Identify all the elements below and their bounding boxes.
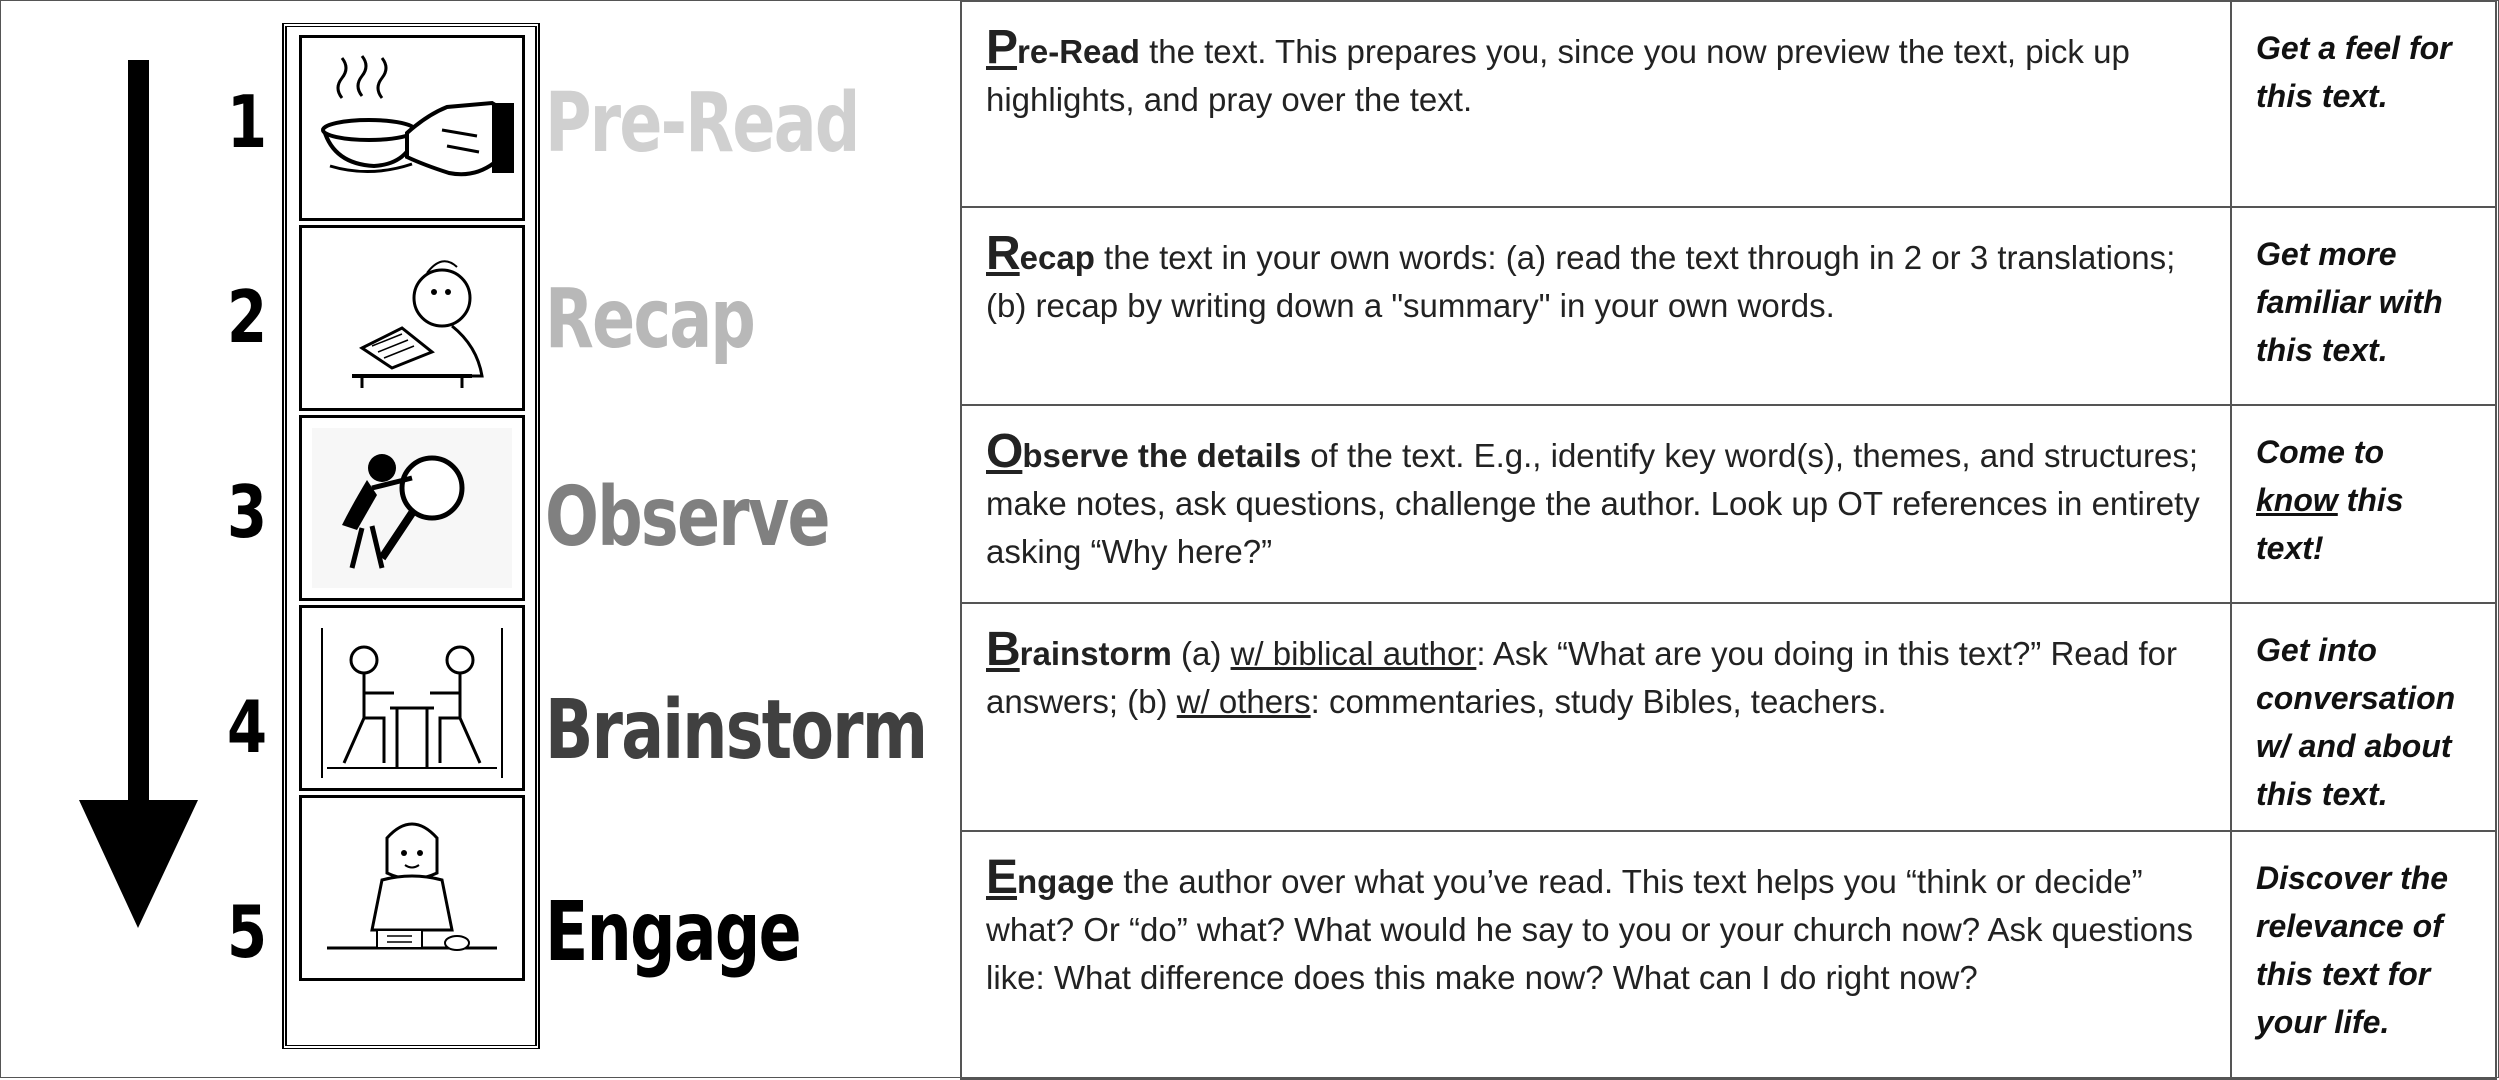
table-row — [961, 405, 2496, 603]
step-goal — [2231, 1, 2496, 207]
step-keyword-rest: ecap — [1019, 239, 1095, 276]
step-goal — [2231, 831, 2496, 1079]
step-number: 4 — [227, 685, 268, 769]
step-number: 2 — [227, 275, 268, 359]
down-arrow-icon — [76, 60, 201, 930]
table-row — [961, 1, 2496, 207]
step-number: 1 — [227, 80, 268, 164]
step-label: Pre-Read — [545, 76, 859, 171]
coffee-cup-icon — [302, 38, 522, 218]
step-initial: R — [986, 227, 1020, 280]
step-keyword — [986, 227, 1095, 280]
step-keyword-rest: bserve the details — [1022, 437, 1302, 474]
step-label: Engage — [545, 885, 800, 980]
step-keyword-rest: re-Read — [1017, 33, 1140, 70]
step-2-image — [299, 225, 525, 411]
magnifying-glass-icon — [302, 418, 522, 598]
reading-person-icon — [302, 228, 522, 408]
step-description-text: the text in your own words: (a) read the text through in 2 or 3 translations; (b) recap by writing down a "summary" in your own words. — [986, 239, 2176, 324]
step-1-image — [299, 35, 525, 221]
step-keyword — [986, 21, 1140, 74]
step-description-text: the author over what you’ve read. This text helps you “think or decide” what? Or “do” what? What would he say to you or your church now? Ask questions like: What difference does this make now? What can I do right now? — [986, 863, 2193, 996]
step-initial: O — [986, 425, 1023, 478]
step-goal — [2231, 603, 2496, 831]
step-description-text: w/ others — [1176, 683, 1311, 720]
step-goal-text: Get a feel for this text. — [2256, 30, 2452, 114]
step-goal — [2231, 405, 2496, 603]
step-description-text: the text. This prepares you, since you now preview the text, pick up highlights, and pray over the text. — [986, 33, 2130, 118]
step-description — [961, 1, 2231, 207]
writing-person-icon — [302, 798, 522, 978]
step-keyword — [986, 851, 1115, 904]
step-description-text: w/ biblical author — [1230, 635, 1477, 672]
step-goal-text: know — [2256, 482, 2338, 518]
step-4-image — [299, 605, 525, 791]
step-goal-text: this text! — [2256, 482, 2404, 566]
steps-table — [960, 0, 2497, 1080]
step-number: 3 — [227, 470, 268, 554]
step-description — [961, 831, 2231, 1079]
step-description — [961, 405, 2231, 603]
step-label: Brainstorm — [545, 683, 927, 778]
step-image-column — [282, 23, 540, 1049]
step-description — [961, 603, 2231, 831]
step-description-text: : commentaries, study Bibles, teachers. — [1310, 683, 1887, 720]
step-keyword-rest: ngage — [1017, 863, 1115, 900]
step-5-image — [299, 795, 525, 981]
step-goal-text: Discover the relevance of this text for your life. — [2256, 860, 2449, 1040]
step-description-text: (a) — [1171, 635, 1231, 672]
table-row — [961, 603, 2496, 831]
step-description-text: of the text. E.g., identify key word(s), themes, and structures; make notes, ask questions, challenge the author. Look up OT references in entirety asking “Why here?” — [986, 437, 2200, 570]
step-initial: E — [986, 851, 1018, 904]
step-label: Observe — [545, 470, 829, 565]
step-goal — [2231, 207, 2496, 405]
step-3-image — [299, 415, 525, 601]
step-number: 5 — [227, 890, 268, 974]
step-goal-text: Get into conversation w/ and about this text. — [2256, 632, 2456, 812]
step-goal-text: Come to — [2256, 434, 2384, 470]
conversation-icon — [302, 608, 522, 788]
step-initial: P — [986, 21, 1018, 74]
step-initial: B — [986, 623, 1020, 676]
step-description — [961, 207, 2231, 405]
table-row — [961, 207, 2496, 405]
step-goal-text: Get more familiar with this text. — [2256, 236, 2443, 368]
steps-graphic-panel — [0, 0, 962, 1078]
step-keyword-rest: rainstorm — [1019, 635, 1172, 672]
step-keyword — [986, 623, 1172, 676]
table-row — [961, 831, 2496, 1079]
step-label: Recap — [545, 272, 755, 367]
step-description-text: : Ask “What are you doing in this text?” Read for answers; (b) — [986, 635, 2178, 720]
step-keyword — [986, 425, 1302, 478]
